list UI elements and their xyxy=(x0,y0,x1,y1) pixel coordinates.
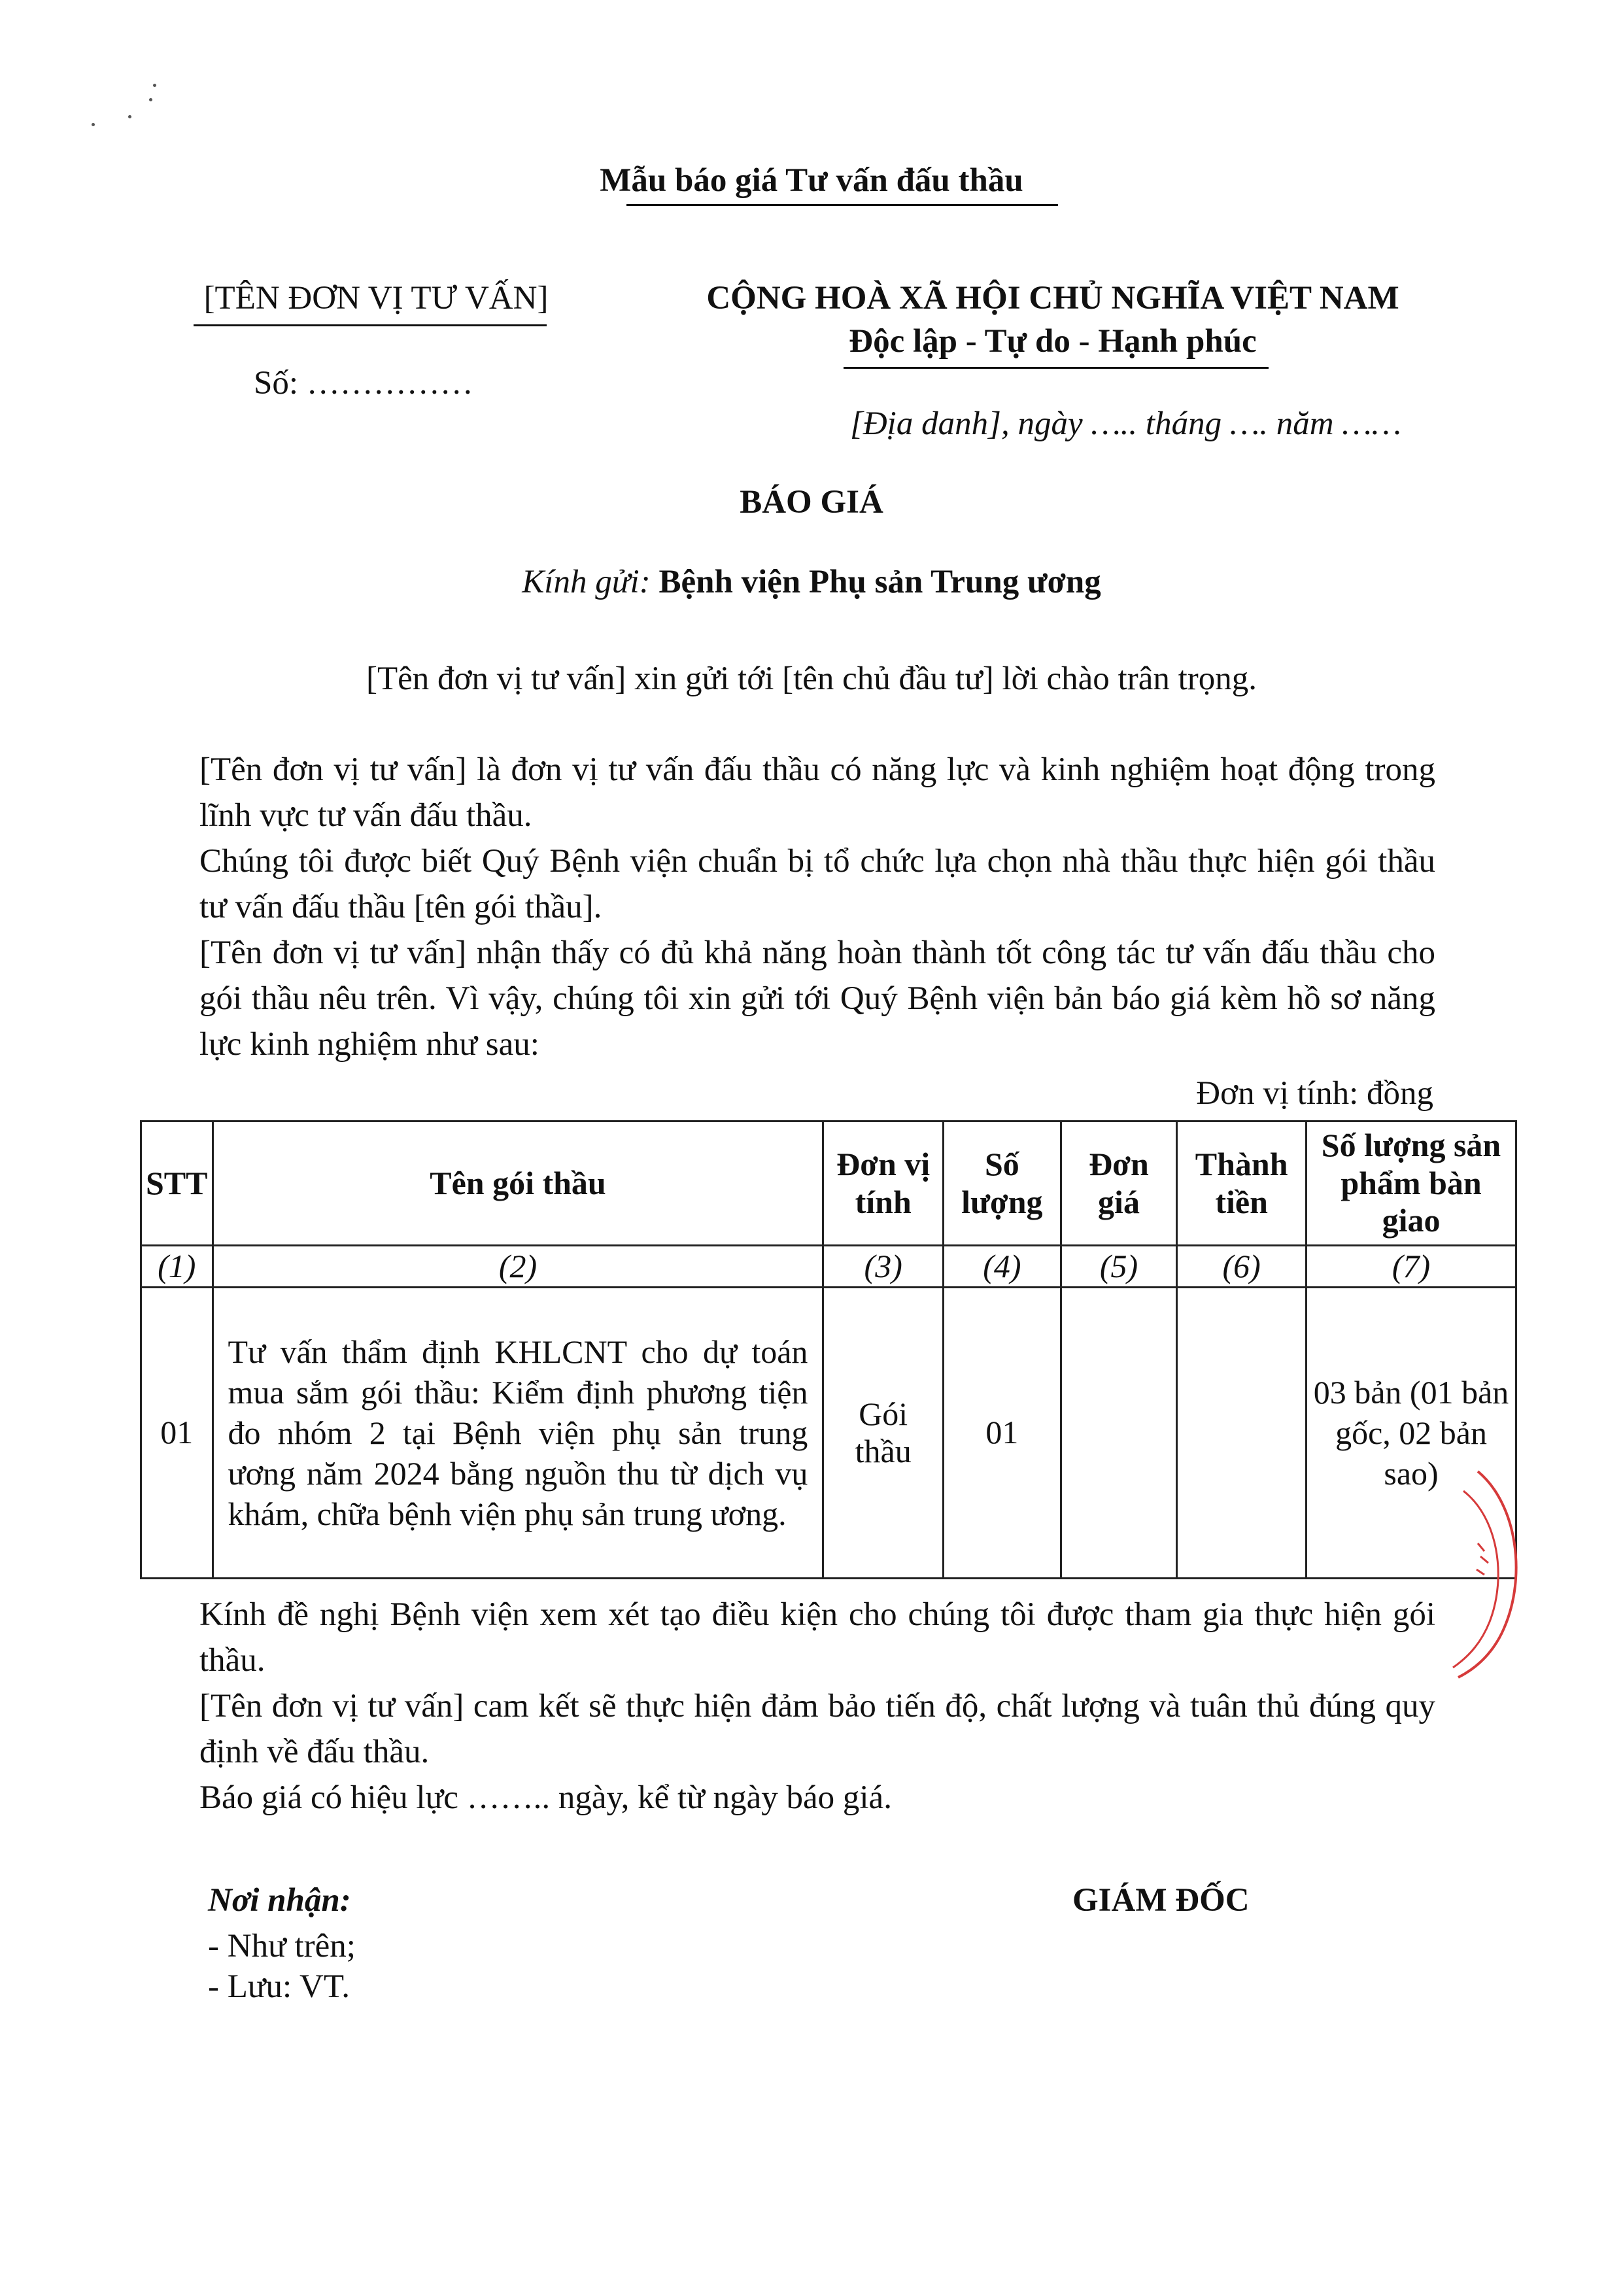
red-stamp-icon xyxy=(1439,1465,1530,1681)
cell-name: Tư vấn thẩm định KHLCNT cho dự toán mua sắm gói thầu: Kiểm định phương tiện đo nhóm 2 tại Bệnh viện phụ sản trung ương năm 2024 bằng nguồn thu từ dịch vụ khám, chữa bệnh viện phụ sản trung ương. xyxy=(213,1288,823,1579)
form-title: Mẫu báo giá Tư vấn đấu thầu xyxy=(600,162,1023,199)
header-unit: Đơn vị tính xyxy=(823,1122,944,1246)
org-name: [TÊN ĐƠN VỊ TƯ VẤN] xyxy=(203,280,549,317)
cell-deliver: 03 bản (01 bản gốc, 02 bản sao) xyxy=(1307,1288,1516,1579)
scan-speck xyxy=(92,123,95,126)
scan-speck xyxy=(128,115,131,118)
column-number: (3) xyxy=(823,1246,944,1288)
table-row xyxy=(141,1288,1516,1579)
unit-note: Đơn vị tính: đồng xyxy=(1196,1075,1433,1112)
cell-stt: 01 xyxy=(141,1288,213,1579)
recipients-item: - Như trên; xyxy=(208,1928,356,1964)
column-number: (4) xyxy=(943,1246,1061,1288)
doc-title: BÁO GIÁ xyxy=(740,484,883,521)
table-header-row xyxy=(141,1122,1516,1246)
recipient-prefix: Kính gửi: xyxy=(522,564,651,600)
header-qty: Số lượng xyxy=(943,1122,1061,1246)
cell-price xyxy=(1061,1288,1177,1579)
column-number: (5) xyxy=(1061,1246,1177,1288)
column-number: (1) xyxy=(141,1246,213,1288)
recipients-label: Nơi nhận: xyxy=(208,1882,351,1919)
recipient-name: Bệnh viện Phụ sản Trung ương xyxy=(658,564,1101,600)
closing-paragraph: [Tên đơn vị tư vấn] cam kết sẽ thực hiện đảm bảo tiến độ, chất lượng và tuân thủ đúng quy định về đấu thầu. xyxy=(199,1688,1435,1770)
header-name: Tên gói thầu xyxy=(213,1122,823,1246)
cell-total xyxy=(1177,1288,1307,1579)
signature-title: GIÁM ĐỐC xyxy=(1072,1882,1250,1919)
recipient-line xyxy=(0,562,1623,602)
closing-paragraph: Kính đề nghị Bệnh viện xem xét tạo điều kiện cho chúng tôi được tham gia thực hiện gói thầu. xyxy=(199,1596,1435,1679)
quote-table xyxy=(140,1120,1517,1579)
column-number: (7) xyxy=(1307,1246,1516,1288)
motto: Độc lập - Tự do - Hạnh phúc xyxy=(849,323,1257,360)
header-total: Thành tiền xyxy=(1177,1122,1307,1246)
greeting: [Tên đơn vị tư vấn] xin gửi tới [tên chủ đầu tư] lời chào trân trọng. xyxy=(366,660,1257,697)
intro-paragraph: Chúng tôi được biết Quý Bệnh viện chuẩn bị tổ chức lựa chọn nhà thầu thực hiện gói thầu tư vấn đấu thầu [tên gói thầu]. xyxy=(199,843,1435,925)
column-number: (6) xyxy=(1177,1246,1307,1288)
recipients-item: - Lưu: VT. xyxy=(208,1968,350,2005)
header-price: Đơn giá xyxy=(1061,1122,1177,1246)
document-number: Số: …………… xyxy=(254,365,473,402)
cell-qty: 01 xyxy=(943,1288,1061,1579)
motto-underline xyxy=(844,367,1269,369)
intro-paragraph: [Tên đơn vị tư vấn] là đơn vị tư vấn đấu thầu có năng lực và kinh nghiệm hoạt động trong lĩnh vực tư vấn đấu thầu. xyxy=(199,751,1435,834)
title-underline xyxy=(626,204,1058,206)
country-name: CỘNG HOÀ XÃ HỘI CHỦ NGHĨA VIỆT NAM xyxy=(706,280,1399,317)
header-stt: STT xyxy=(141,1122,213,1246)
scan-speck xyxy=(149,98,152,101)
place-date: [Địa danh], ngày ….. tháng …. năm …… xyxy=(850,405,1401,442)
column-number: (2) xyxy=(213,1246,823,1288)
table-number-row xyxy=(141,1246,1516,1288)
scan-speck xyxy=(153,84,156,87)
intro-paragraph: [Tên đơn vị tư vấn] nhận thấy có đủ khả năng hoàn thành tốt công tác tư vấn đấu thầu cho gói thầu nêu trên. Vì vậy, chúng tôi xin gửi tới Quý Bệnh viện bản báo giá kèm hồ sơ năng lực kinh nghiệm như sau: xyxy=(199,934,1435,1063)
closing-paragraph: Báo giá có hiệu lực …….. ngày, kể từ ngày báo giá. xyxy=(199,1779,892,1816)
header-deliver: Số lượng sản phẩm bàn giao xyxy=(1307,1122,1516,1246)
cell-unit: Gói thầu xyxy=(823,1288,944,1579)
org-underline xyxy=(194,324,547,326)
